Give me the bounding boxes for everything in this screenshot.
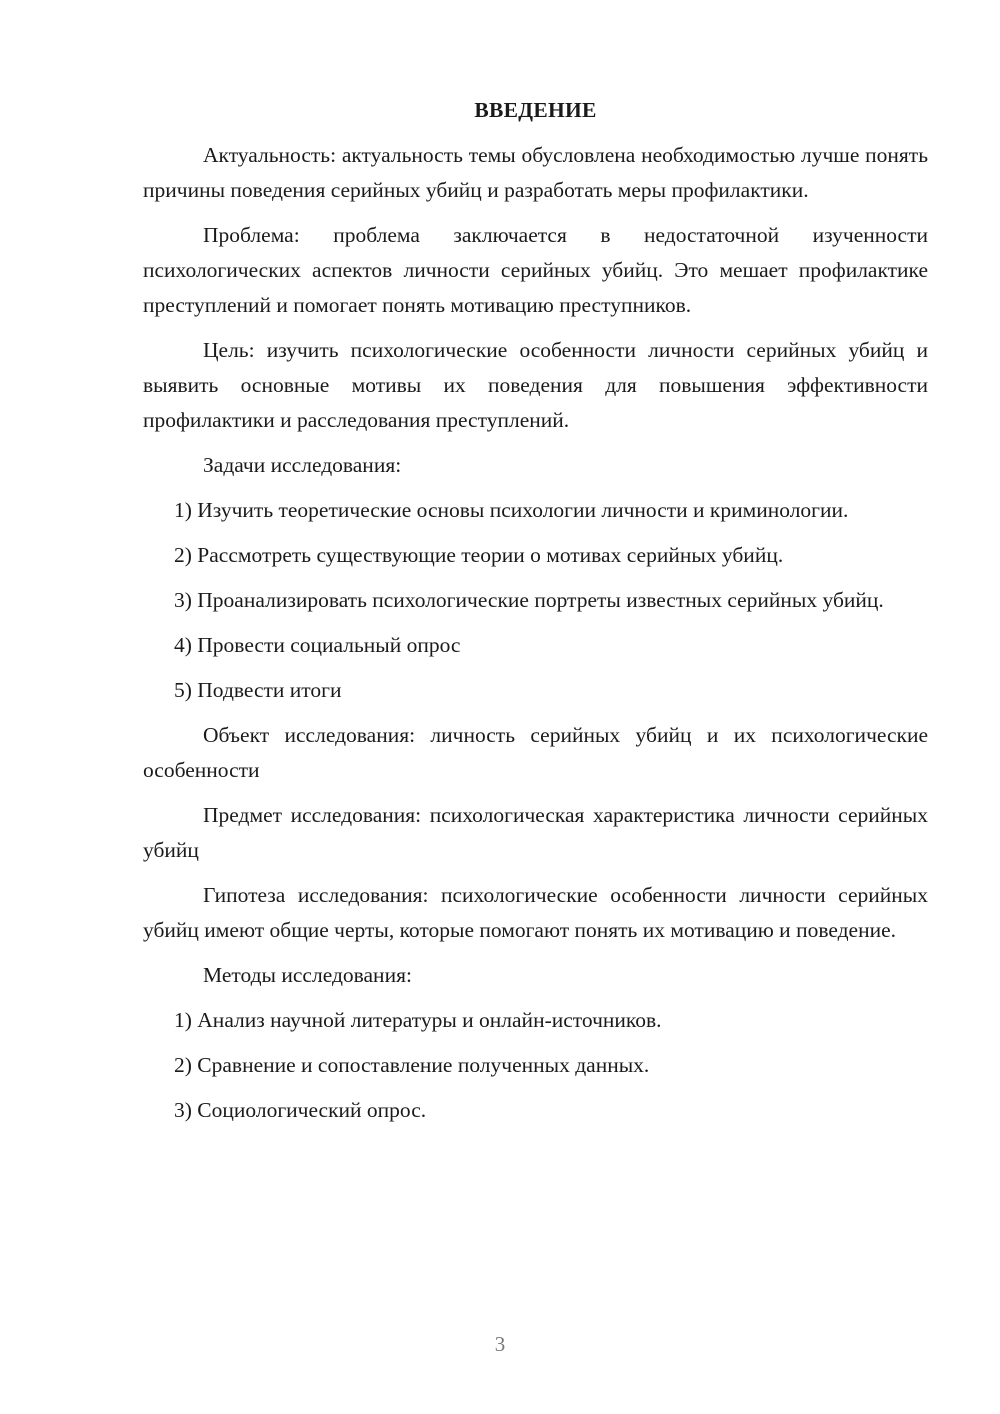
method-item-2: 2) Сравнение и сопоставление полученных данных. [174,1053,650,1077]
task-item-2: 2) Рассмотреть существующие теории о мотивах серийных убийц. [174,543,784,567]
relevance-paragraph: Актуальность: актуальность темы обусловлена необходимостью лучше понять причины поведения серийных убийц и разработать меры профилактики. [143,143,928,202]
task-item-1: 1) Изучить теоретические основы психологии личности и криминологии. [174,498,849,522]
object-paragraph: Объект исследования: личность серийных убийц и их психологические особенности [143,723,928,782]
document-page [143,93,928,1138]
task-item-4: 4) Провести социальный опрос [174,633,461,657]
goal-paragraph: Цель: изучить психологические особенности личности серийных убийц и выявить основные мотивы их поведения для повышения эффективности профилактики и расследования преступлений. [143,338,928,432]
page-title: ВВЕДЕНИЕ [474,98,597,122]
methods-heading: Методы исследования: [203,963,412,987]
method-item-3: 3) Социологический опрос. [174,1098,427,1122]
tasks-heading: Задачи исследования: [203,453,402,477]
method-item-1: 1) Анализ научной литературы и онлайн-источников. [174,1008,662,1032]
task-item-5: 5) Подвести итоги [174,678,342,702]
hypothesis-paragraph: Гипотеза исследования: психологические особенности личности серийных убийц имеют общие черты, которые помогают понять их мотивацию и поведение. [143,883,928,942]
problem-paragraph: Проблема: проблема заключается в недостаточной изученности психологических аспектов личности серийных убийц. Это мешает профилактике преступлений и помогает понять мотивацию преступников. [143,223,928,317]
page-number: 3 [494,1332,506,1356]
subject-paragraph: Предмет исследования: психологическая характеристика личности серийных убийц [143,803,928,862]
task-item-3: 3) Проанализировать психологические портреты известных серийных убийц. [174,588,884,612]
